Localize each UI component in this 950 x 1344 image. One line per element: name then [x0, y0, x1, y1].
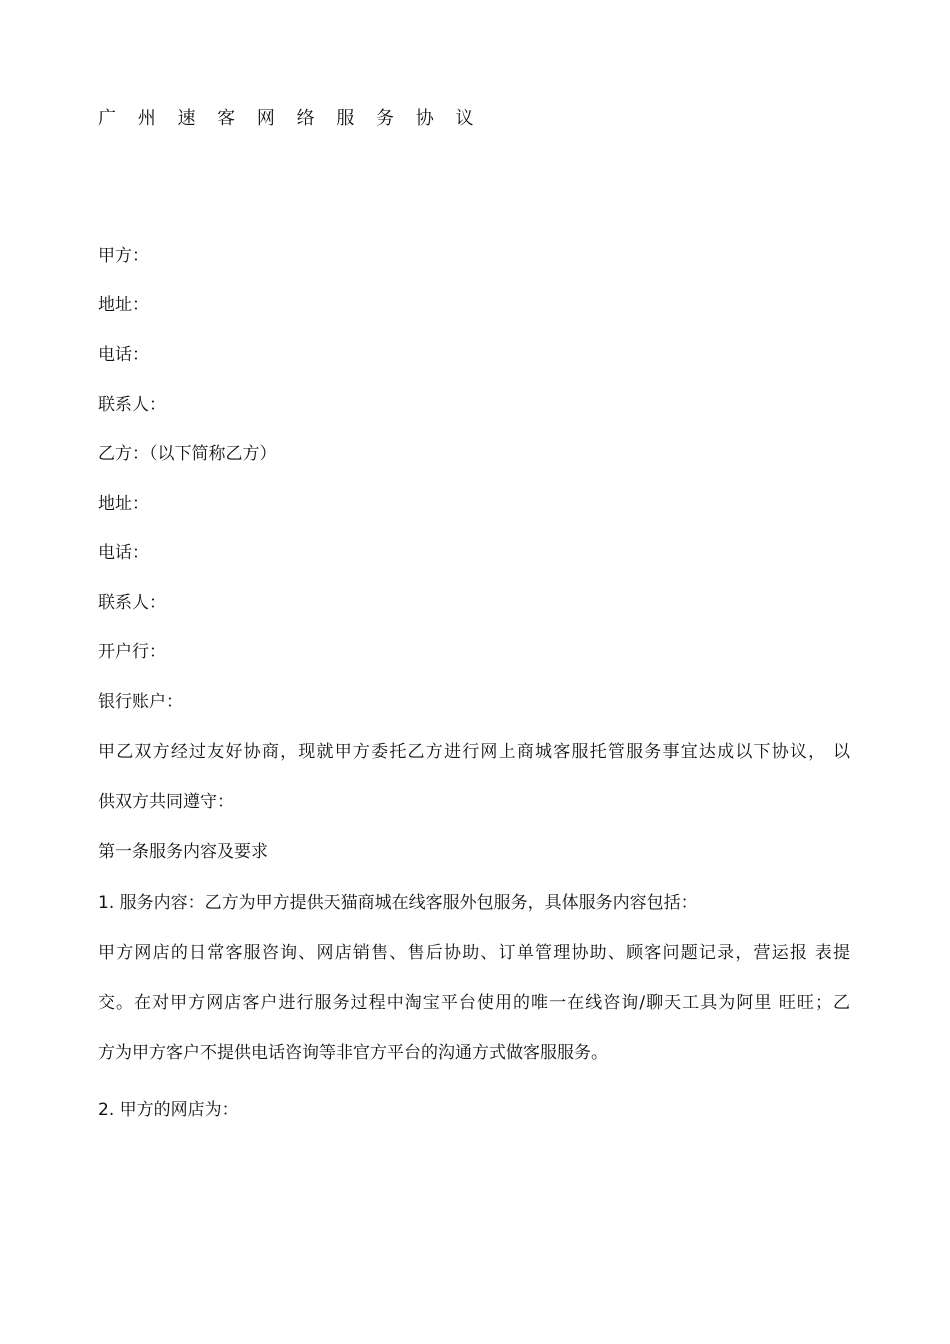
intro-line-2: 供双方共同遵守：: [98, 792, 234, 812]
party-a-contact: 联系人：: [98, 395, 166, 415]
party-b-contact: 联系人：: [98, 593, 166, 613]
party-b-phone: 电话：: [98, 543, 149, 563]
article-1-paragraph-line-3: 方为甲方客户不提供电话咨询等非官方平台的沟通方式做客服服务。: [98, 1043, 608, 1063]
party-b-address: 地址：: [98, 494, 149, 514]
party-a-phone: 电话：: [98, 345, 149, 365]
document-title: 广 州 速 客 网 络 服 务 协 议: [98, 108, 482, 129]
article-1-paragraph-line-2: 交。在对甲方网店客户进行服务过程中淘宝平台使用的唯一在线咨询/聊天工具为阿里 旺旺；乙: [98, 993, 850, 1013]
article-1-heading: 第一条服务内容及要求: [98, 842, 268, 862]
article-1-paragraph-line-1: 甲方网店的日常客服咨询、网店销售、售后协助、订单管理协助、顾客问题记录，营运报 表提: [98, 943, 850, 963]
party-a-label: 甲方：: [98, 246, 149, 266]
party-b-label: 乙方：（以下简称乙方）: [98, 444, 277, 464]
party-b-account: 银行账户：: [98, 692, 183, 712]
article-1-item-2: 2. 甲方的网店为：: [98, 1100, 239, 1120]
intro-line-1: 甲乙双方经过友好协商，现就甲方委托乙方进行网上商城客服托管服务事宜达成以下协议， 以: [98, 742, 850, 762]
party-b-bank: 开户行：: [98, 642, 166, 662]
party-a-address: 地址：: [98, 295, 149, 315]
article-1-item-1: 1. 服务内容：乙方为甲方提供天猫商城在线客服外包服务，具体服务内容包括：: [98, 893, 698, 913]
